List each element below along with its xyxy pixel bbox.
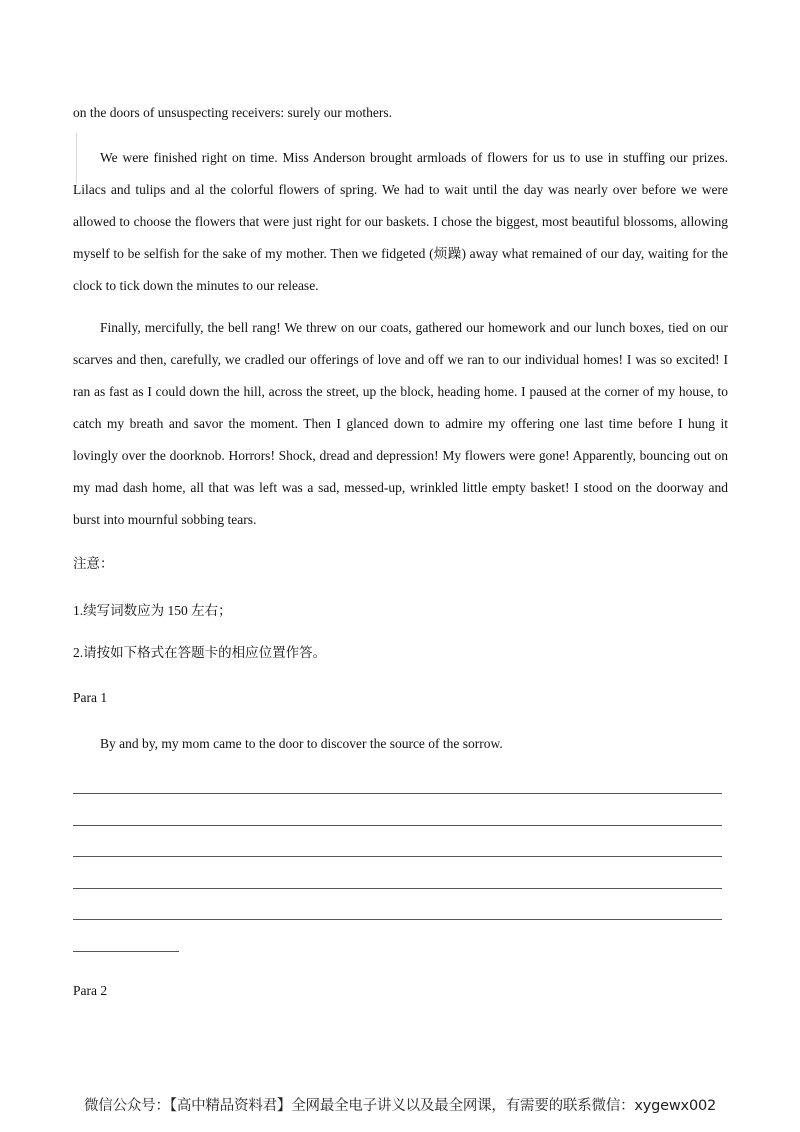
answer-line xyxy=(73,919,722,920)
footer-watermark-text: 微信公众号：【高中精品资料君】全网最全电子讲义以及最全网课，有需要的联系微信：xygewx002 xyxy=(83,1098,717,1114)
note-item-1: 1.续写词数应为 150 左右； xyxy=(73,603,232,618)
para2-label: Para 2 xyxy=(73,983,108,998)
para1-label: Para 1 xyxy=(73,690,108,705)
story-paragraph-2: Finally, mercifully, the bell rang! We threw on our coats, gathered our homework and our lunch boxes, tied on our scarves and then, carefully, we cradled our offerings of love and off we ran to our individual homes! I was so excited! I ran as fast as I could down the hill, across the street, up the block, heading home. I paused at the corner of my house, to catch my breath and savor the moment. Then I glanced down to admire my offering one last time before I hung it lovingly over the doorknob. Horrors! Shock, dread and depression! My flowers were gone! Apparently, bouncing out on my mad dash home, all that was left was a sad, messed-up, wrinkled little empty basket! I stood on the doorway and burst into mournful sobbing tears. xyxy=(73,320,728,527)
story-paragraph-1: We were finished right on time. Miss Anderson brought armloads of flowers for us to use in stuffing our prizes. Lilacs and tulips and al the colorful flowers of spring. We had to wait until the day was nearly over before we were allowed to choose the flowers that were just right for our baskets. I chose the biggest, most beautiful blossoms, allowing myself to be selfish for the sake of my mother. Then we fidgeted (烦躁) away what remained of our day, waiting for the clock to tick down the minutes to our release. xyxy=(73,150,728,293)
answer-line-short xyxy=(73,951,179,952)
notes-heading: 注意： xyxy=(73,556,114,571)
para1-starter-sentence: By and by, my mom came to the door to discover the source of the sorrow. xyxy=(100,736,503,751)
answer-line xyxy=(73,825,722,826)
answer-line xyxy=(73,856,722,857)
note-item-2: 2.请按如下格式在答题卡的相应位置作答。 xyxy=(73,645,327,660)
answer-line xyxy=(73,793,722,794)
top-line-text: on the doors of unsuspecting receivers: surely our mothers. xyxy=(73,105,393,120)
answer-line xyxy=(73,888,722,889)
